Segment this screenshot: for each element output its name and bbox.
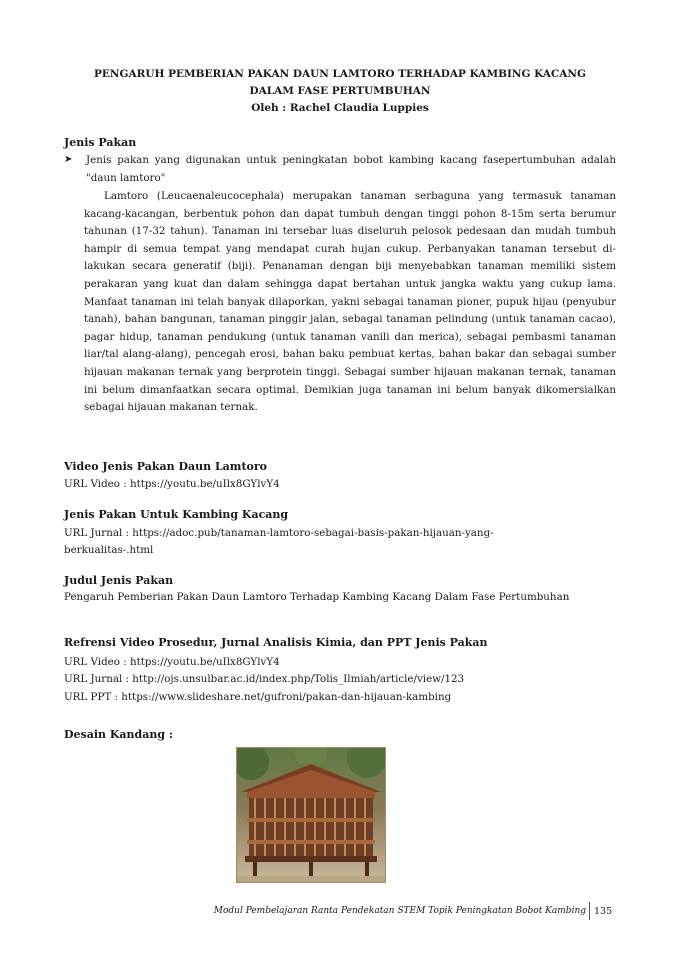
referensi-ppt-url[interactable]: URL PPT : https://www.slideshare.net/gufroni/pakan-dan-hijauan-kambing (64, 691, 452, 703)
section-heading-jenis-pakan: Jenis Pakan (64, 136, 137, 149)
goat-pen-illustration (237, 748, 385, 882)
footer-text: Modul Pembelajaran Ranta Pendekatan STEM Topik Peningkatan Bobot Kambing (213, 906, 586, 916)
bullet-text: Jenis pakan yang digunakan untuk peningkatan bobot kambing kacang fasepertumbuhan adalah "daun lamtoro" (86, 154, 616, 184)
referensi-video-url[interactable]: URL Video : https://youtu.be/uIlx8GYlvY4 (64, 656, 280, 668)
page-title-line2: DALAM FASE PERTUMBUHAN (249, 85, 431, 97)
bullet-arrow-icon: ➤ (64, 154, 73, 165)
section-heading-jurnal: Jenis Pakan Untuk Kambing Kacang (64, 508, 289, 521)
judul-text: Pengaruh Pemberian Pakan Daun Lamtoro Terhadap Kambing Kacang Dalam Fase Pertumbuhan (64, 591, 570, 603)
section-heading-referensi: Refrensi Video Prosedur, Jurnal Analisis Kimia, dan PPT Jenis Pakan (64, 636, 488, 649)
referensi-jurnal-url[interactable]: URL Jurnal : http://ojs.unsulbar.ac.id/index.php/Tolis_Ilmiah/article/view/123 (64, 673, 465, 685)
jurnal-url-continued[interactable]: berkualitas-.html (64, 544, 154, 556)
section-heading-desain: Desain Kandang : (64, 728, 173, 741)
page-title: PENGARUH PEMBERIAN PAKAN DAUN LAMTORO TERHADAP KAMBING KACANG (94, 68, 586, 80)
jurnal-url[interactable]: URL Jurnal : https://adoc.pub/tanaman-lamtoro-sebagai-basis-pakan-hijauan-yang- (64, 527, 494, 539)
section-heading-video: Video Jenis Pakan Daun Lamtoro (64, 460, 268, 473)
author-line: Oleh : Rachel Claudia Luppies (251, 102, 429, 114)
section-heading-judul: Judul Jenis Pakan (64, 574, 174, 587)
page-number: 135 (594, 906, 613, 917)
goat-pen-photo (236, 747, 386, 883)
footer-divider (589, 902, 590, 920)
video-url[interactable]: URL Video : https://youtu.be/uIlx8GYlvY4 (64, 478, 280, 490)
lamtoro-paragraph: Lamtoro (Leucaenaleucocephala) merupakan tanaman serbaguna yang termasuk tanaman kacang-kacangan, berbentuk pohon dan dapat tumbuh dengan tinggi pohon 8-15m serta berumur tahunan (17-32 tahun). Tanaman ini tersebar luas diseluruh pelosok pedesaan dan mudah tumbuh hampir di semua tempat yang mendapat curah hujan cukup. Perbanyakan tanaman tersebut di-lakukan secara generatif (biji). Penanaman dengan biji menyebabkan tanaman memiliki sistem perakaran yang kuat dan dalam sehingga dapat bertahan untuk jangka waktu yang cukup lama. Manfaat tanaman ini telah banyak dilaporkan, yakni sebagai tanaman pioner, pupuk hijau (penyubur tanah), bahan bangunan, tanaman pinggir jalan, sebagai tanaman pelindung (untuk tanaman cacao), pagar hidup, tanaman pendukung (untuk tanaman vanili dan merica), sebagai pembasmi tanaman liar/tal alang-alang), pencegah erosi, bahan baku pembuat kertas, bahan bakar dan sebagai sumber hijauan makanan ternak yang berprotein tinggi. Sebagai sumber hijauan makanan ternak, tanaman ini belum dimanfaatkan secara optimal. Demikian juga tanaman ini belum banyak dikomersialkan sebagai hijauan makanan ternak. (84, 190, 616, 414)
